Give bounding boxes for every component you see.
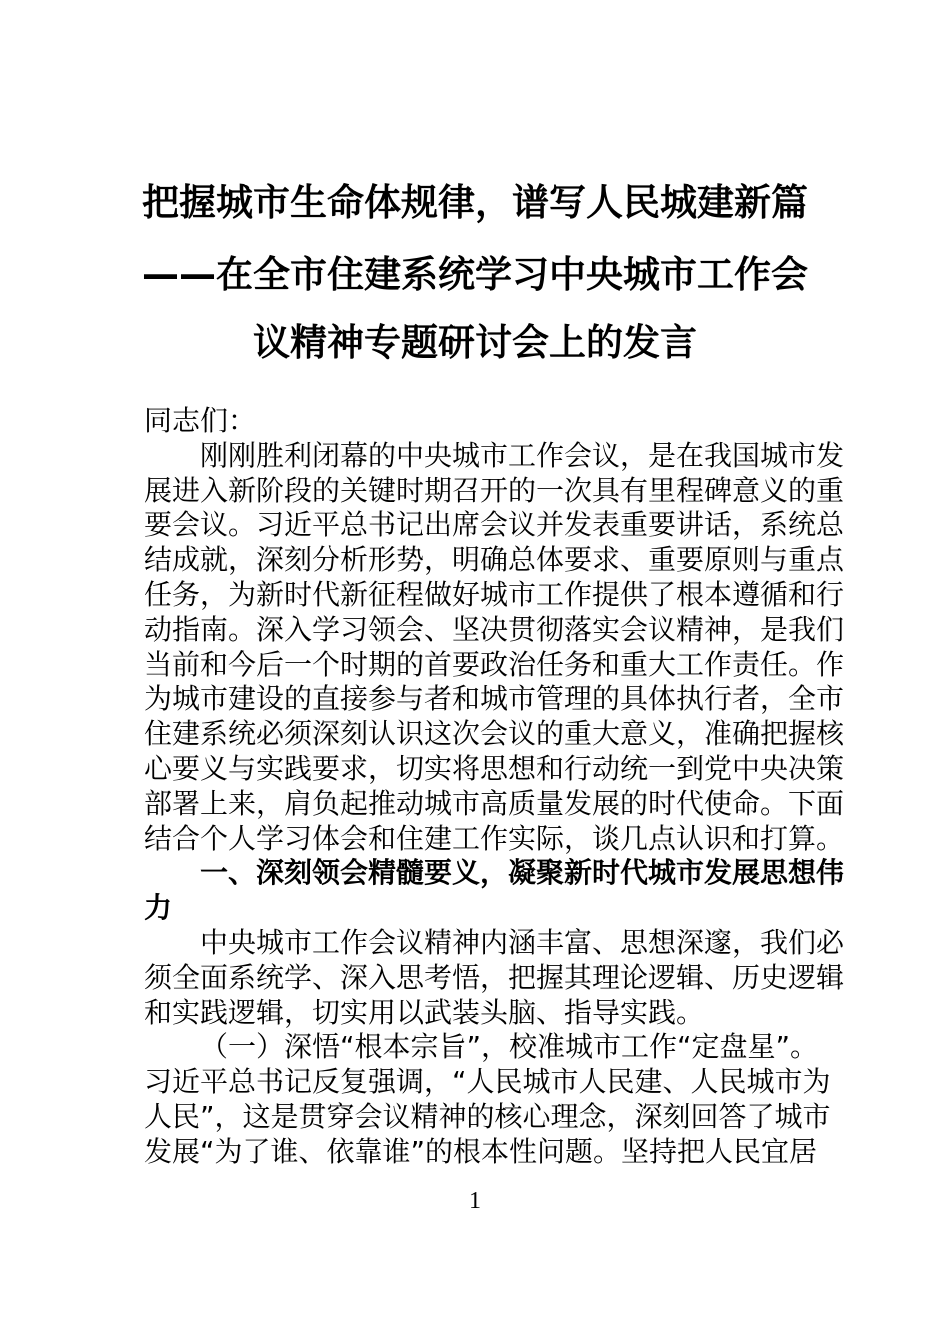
text-line: 当前和今后一个时期的首要政治任务和重大工作责任。作 xyxy=(144,647,845,681)
text-line: 中央城市工作会议精神内涵丰富、思想深邃，我们必 xyxy=(200,925,845,959)
page-number: 1 xyxy=(469,1188,481,1214)
text-line: 习近平总书记反复强调，“人民城市人民建、人民城市为 xyxy=(144,1065,831,1099)
section-heading-cont: 力 xyxy=(144,891,173,925)
salutation: 同志们： xyxy=(144,404,257,437)
text-line: 要会议。习近平总书记出席会议并发表重要讲话，系统总 xyxy=(144,508,845,542)
section-heading: 一、深刻领会精髓要义，凝聚新时代城市发展思想伟 xyxy=(200,856,845,890)
title-line-2: ——在全市住建系统学习中央城市工作会 xyxy=(142,253,808,296)
text-line: 结成就，深刻分析形势，明确总体要求、重要原则与重点 xyxy=(144,543,845,577)
text-line: 心要义与实践要求，切实将思想和行动统一到党中央决策 xyxy=(144,751,845,785)
text-line: 住建系统必须深刻认识这次会议的重大意义，准确把握核 xyxy=(144,717,845,751)
text-line: 为城市建设的直接参与者和城市管理的具体执行者，全市 xyxy=(144,682,845,716)
title-line-1: 把握城市生命体规律，谱写人民城建新篇 xyxy=(142,181,808,224)
text-line: 发展“为了谁、依靠谁”的根本性问题。坚持把人民宜居 xyxy=(144,1134,818,1168)
text-line: 部署上来，肩负起推动城市高质量发展的时代使命。下面 xyxy=(144,786,845,820)
document-body xyxy=(144,404,845,1170)
text-line: 展进入新阶段的关键时期召开的一次具有里程碑意义的重 xyxy=(144,473,845,507)
text-line: 动指南。深入学习领会、坚决贯彻落实会议精神，是我们 xyxy=(144,612,845,646)
title-line-3: 议精神专题研讨会上的发言 xyxy=(253,321,697,364)
text-line: 和实践逻辑，切实用以武装头脑、指导实践。 xyxy=(144,995,705,1029)
text-line: 须全面系统学、深入思考悟，把握其理论逻辑、历史逻辑 xyxy=(144,960,845,994)
subsection-heading: （一）深悟“根本宗旨”，校准城市工作“定盘星”。 xyxy=(200,1030,819,1064)
text-line: 结合个人学习体会和住建工作实际，谈几点认识和打算。 xyxy=(144,821,845,855)
text-line: 任务，为新时代新征程做好城市工作提供了根本遵循和行 xyxy=(144,577,845,611)
text-line: 人民”，这是贯穿会议精神的核心理念，深刻回答了城市 xyxy=(144,1099,831,1133)
text-line: 刚刚胜利闭幕的中央城市工作会议，是在我国城市发 xyxy=(200,438,845,472)
